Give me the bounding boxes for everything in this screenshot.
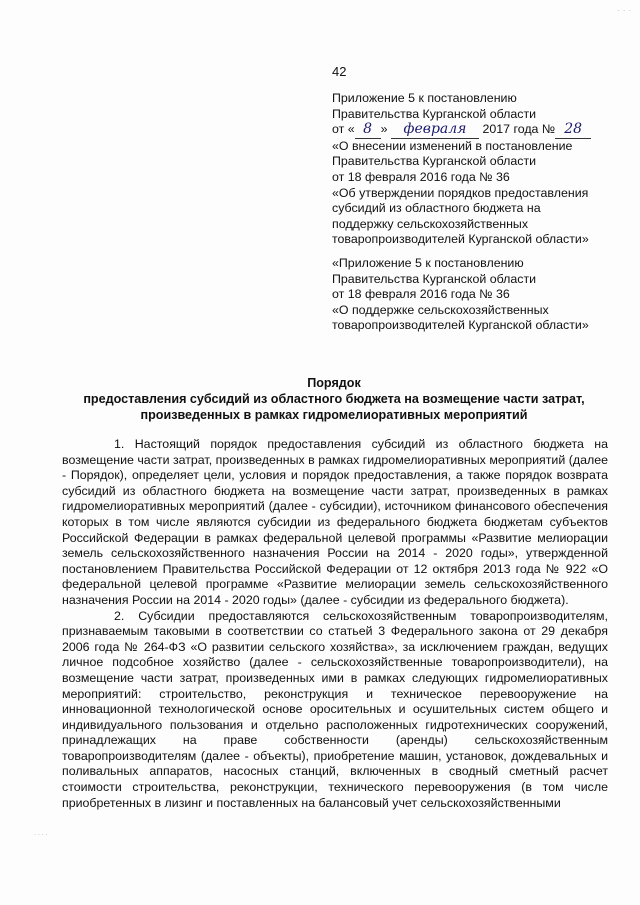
appendix-header-current <box>332 91 632 248</box>
appendix-line: от 18 февраля 2016 года № 36 <box>332 287 510 302</box>
appendix-date-line <box>332 122 632 139</box>
handwritten-day: 8 <box>355 122 381 139</box>
document-title <box>60 375 608 423</box>
document-body <box>62 437 608 811</box>
appendix-line: от 18 февраля 2016 года № 36 <box>332 169 510 184</box>
page-number: 42 <box>332 64 347 79</box>
appendix-line: «Приложение 5 к постановлению <box>332 256 524 270</box>
appendix-line: товаропроизводителей Курганской области» <box>332 232 589 247</box>
appendix-header-original <box>332 256 632 334</box>
appendix-line: «О поддержке сельскохозяйственных <box>332 302 549 317</box>
appendix-line: Правительства Курганской области <box>332 106 537 121</box>
date-prefix: от « <box>332 122 355 137</box>
appendix-line: Правительства Курганской области <box>332 271 537 286</box>
appendix-line: «О внесении изменений в постановление <box>332 138 573 153</box>
appendix-line: поддержку сельскохозяйственных <box>332 216 529 231</box>
margin-mark: . . . . <box>34 830 48 837</box>
paragraph-2: 2. Субсидии предоставляются сельскохозяйственным товаропроизводителям, признаваемым таковыми в соответствии со статьей 3 Федерального закона от 29 декабря 2006 года № 264-ФЗ «О развитии сельского хозяйства», за исключением граждан, ведущих личное подсобное хозяйство (далее - сельскохозяйственные товаропроизводители), на возмещение части затрат, произведенных ими в рамках следующих гидромелиоративных мероприятий: строительство, реконструкция и техническое перевооружение на инновационной технологической основе оросительных и осушительных систем общего и индивидуального пользования и отдельно расположенных гидротехнических сооружений, принадлежащих на праве собственности (аренды) сельскохозяйственным товаропроизводителям (далее - объекты), приобретение машин, установок, дождевальных и поливальных аппаратов, насосных станций, включенных в сводный сметный расчет стоимости строительства, реконструкции, технического перевооружения (в том числе приобретенных в лизинг и поставленных на балансовый учет сельскохозяйственными <box>62 608 608 810</box>
appendix-line: товаропроизводителей Курганской области» <box>332 318 589 333</box>
title-line: предоставления субсидий из областного бюджета на возмещение части затрат, <box>83 392 585 406</box>
appendix-line: Правительства Курганской области <box>332 154 537 169</box>
corner-mark: . . . <box>617 6 632 13</box>
date-mid: » <box>380 122 388 137</box>
handwritten-number: 28 <box>555 122 591 139</box>
handwritten-month: февраля <box>391 122 479 139</box>
appendix-line: «Об утверждении порядков предоставления <box>332 185 589 200</box>
paragraph-1: 1. Настоящий порядок предоставления субсидий из областного бюджета на возмещение части затрат, произведенных в рамках гидромелиоративных мероприятий (далее - Порядок), определяет цели, условия и порядок предоставления, а также порядок возврата субсидий из областного бюджета на возмещение части затрат, произведенных в рамках гидромелиоративных мероприятий (далее - субсидии), источником финансового обеспечения которых в том числе являются субсидии из федерального бюджета бюджетам субъектов Российской Федерации в рамках федеральной целевой программы «Развитие мелиорации земель сельскохозяйственного назначения России на 2014 - 2020 годы», утвержденной постановлением Правительства Российской Федерации от 12 октября 2013 года № 922 «О федеральной целевой программе «Развитие мелиорации земель сельскохозяйственного назначения России на 2014 - 2020 годы» (далее - субсидии из федерального бюджета). <box>62 437 608 607</box>
appendix-line: Приложение 5 к постановлению <box>332 91 517 105</box>
appendix-line: субсидий из областного бюджета на <box>332 201 541 216</box>
date-year: 2017 года № <box>482 122 556 137</box>
title-line: Порядок <box>307 376 361 390</box>
title-line: произведенных в рамках гидромелиоративных мероприятий <box>140 408 528 422</box>
